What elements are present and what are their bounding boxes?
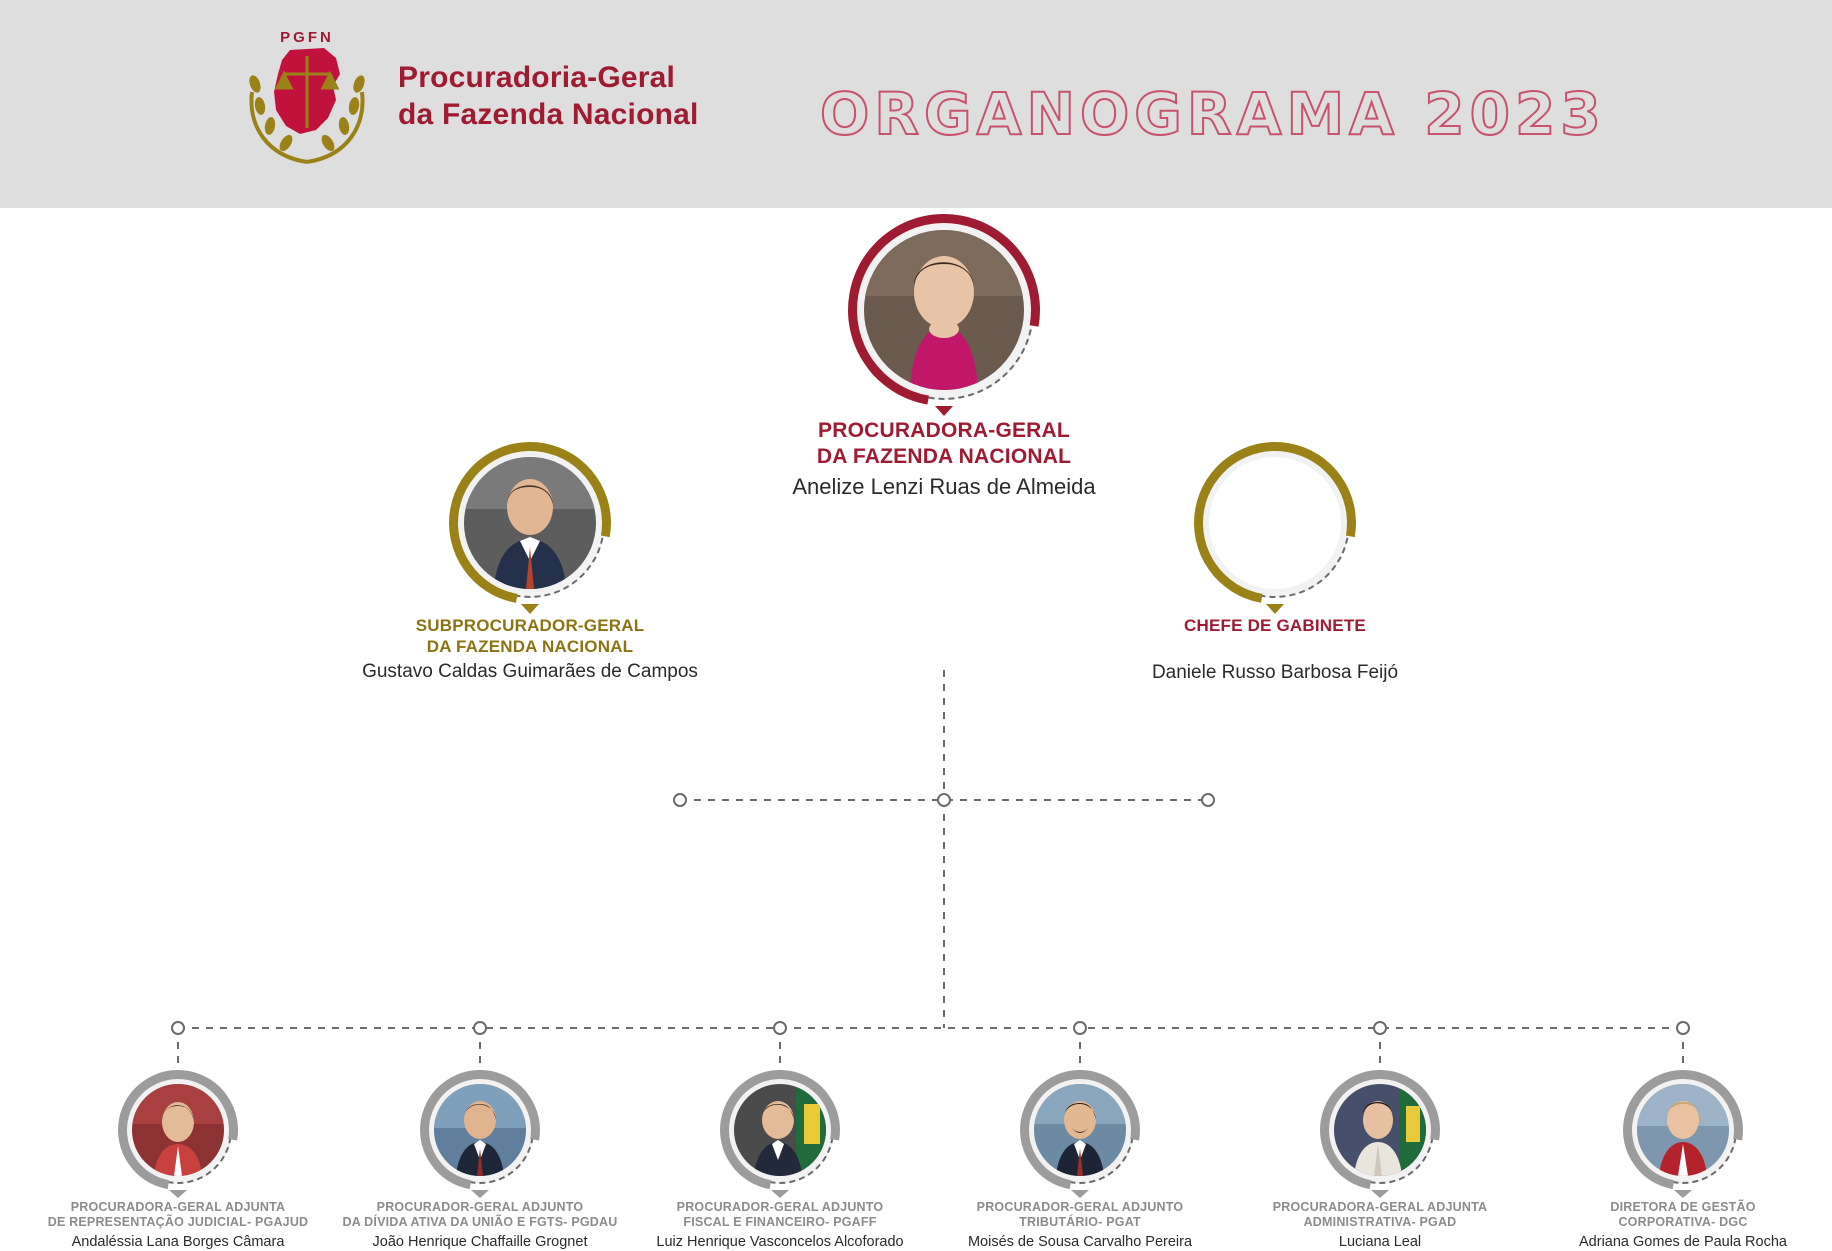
node-role-line2: FISCAL E FINANCEIRO- PGAFF (683, 1215, 877, 1230)
portrait-photo (464, 457, 596, 589)
avatar (1200, 448, 1350, 598)
node-role-line2: DA FAZENDA NACIONAL (426, 636, 634, 656)
org-node-pgad[interactable] (1230, 1076, 1530, 1251)
avatar (426, 1076, 534, 1184)
org-node-chefe-de-gabinete[interactable] (1060, 448, 1490, 684)
portrait-photo (1334, 1084, 1426, 1176)
avatar (1629, 1076, 1737, 1184)
node-role-line1: PROCURADORA-GERAL ADJUNTA (70, 1200, 286, 1214)
node-role-line1: PROCURADOR-GERAL ADJUNTO (376, 1200, 584, 1214)
page-title: ORGANOGRAMA 2023 (820, 80, 1606, 148)
portrait-photo (734, 1084, 826, 1176)
avatar (726, 1076, 834, 1184)
logo-acronym-text: PGFN (280, 29, 334, 46)
org-node-dgc[interactable] (1533, 1076, 1832, 1251)
node-person-name: Luiz Henrique Vasconcelos Alcoforado (656, 1233, 904, 1250)
caret-icon (169, 1190, 187, 1198)
node-role-line1: SUBPROCURADOR-GERAL (415, 616, 645, 635)
portrait-photo (132, 1084, 224, 1176)
org-chart (0, 208, 1832, 1250)
caret-icon (1071, 1190, 1089, 1198)
node-person-name: Adriana Gomes de Paula Rocha (1579, 1233, 1787, 1250)
node-person-name: Andaléssia Lana Borges Câmara (71, 1233, 285, 1250)
caret-icon (935, 406, 953, 416)
portrait-placeholder (1209, 457, 1341, 589)
node-person-name: Anelize Lenzi Ruas de Almeida (792, 474, 1096, 500)
node-role-line2: ADMINISTRATIVA- PGAD (1303, 1215, 1457, 1230)
org-node-pgajud[interactable] (28, 1076, 328, 1251)
caret-icon (771, 1190, 789, 1198)
node-role-line2: DE REPRESENTAÇÃO JUDICIAL- PGAJUD (47, 1215, 309, 1230)
node-person-name: Moisés de Sousa Carvalho Pereira (967, 1233, 1193, 1250)
caret-icon (1371, 1190, 1389, 1198)
portrait-photo (1034, 1084, 1126, 1176)
brand-title-line1: Procuradoria-Geral (398, 61, 676, 95)
caret-icon (1674, 1190, 1692, 1198)
brand-title-line2: da Fazenda Nacional (398, 98, 699, 131)
org-node-pgaff[interactable] (630, 1076, 930, 1251)
node-role-line1: PROCURADORA-GERAL ADJUNTA (1272, 1200, 1488, 1214)
node-person-name: Luciana Leal (1338, 1233, 1422, 1250)
portrait-photo (1637, 1084, 1729, 1176)
avatar (455, 448, 605, 598)
brand-title (398, 60, 699, 133)
node-role-line2: CORPORATIVA- DGC (1618, 1215, 1748, 1230)
org-node-pgdau[interactable] (330, 1076, 630, 1251)
pgfn-coat-of-arms-icon (232, 22, 382, 172)
org-node-pgat[interactable] (930, 1076, 1230, 1251)
avatar (1026, 1076, 1134, 1184)
page-header (0, 0, 1832, 208)
avatar (124, 1076, 232, 1184)
org-node-subprocurador-geral[interactable] (300, 448, 760, 684)
caret-icon (471, 1190, 489, 1198)
node-person-name: Daniele Russo Barbosa Feijó (1151, 661, 1399, 683)
portrait-photo (864, 230, 1024, 390)
caret-icon (521, 604, 539, 614)
node-role-line1: CHEFE DE GABINETE (1184, 616, 1366, 635)
avatar (854, 220, 1034, 400)
node-role-line1: DIRETORA DE GESTÃO (1610, 1200, 1756, 1214)
node-person-name: Gustavo Caldas Guimarães de Campos (362, 661, 698, 683)
node-role-line2: DA FAZENDA NACIONAL (816, 444, 1072, 468)
node-role-line1: PROCURADORA-GERAL (818, 419, 1070, 442)
node-person-name: João Henrique Chaffaille Grognet (372, 1233, 588, 1250)
avatar (1326, 1076, 1434, 1184)
node-role-line1: PROCURADOR-GERAL ADJUNTO (676, 1200, 884, 1214)
node-role-line2: DA DÍVIDA ATIVA DA UNIÃO E FGTS- PGDAU (342, 1215, 618, 1230)
caret-icon (1266, 604, 1284, 614)
portrait-photo (434, 1084, 526, 1176)
node-role-line2: TRIBUTÁRIO- PGAT (1019, 1215, 1141, 1230)
brand-lockup (232, 22, 699, 172)
node-role-line1: PROCURADOR-GERAL ADJUNTO (976, 1200, 1184, 1214)
